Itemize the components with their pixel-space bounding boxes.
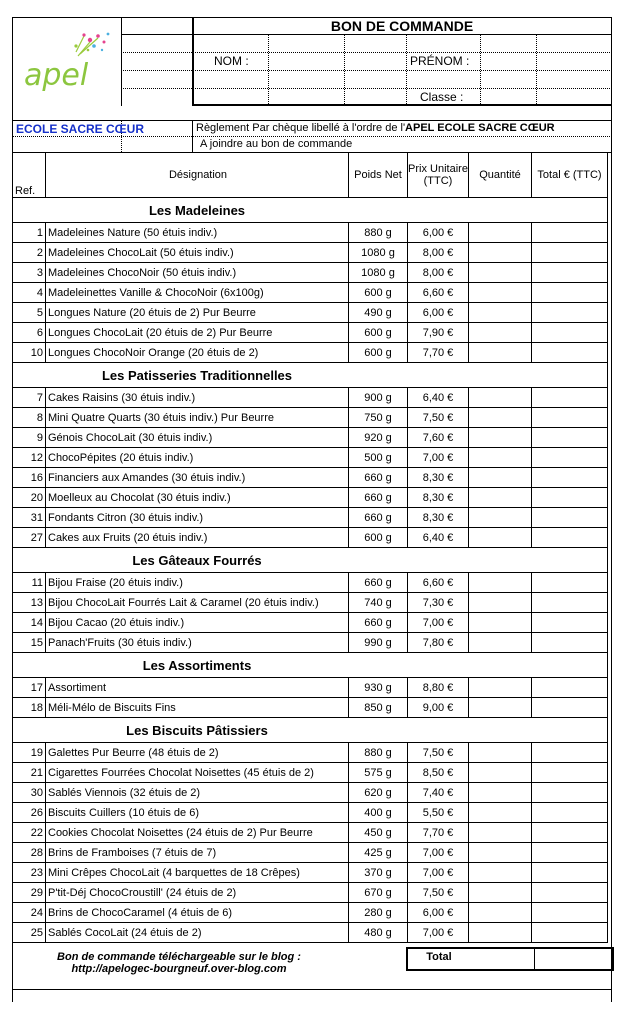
total-cell[interactable] xyxy=(532,428,608,448)
total-label: Total xyxy=(426,951,452,963)
item-poids: 670 g xyxy=(349,883,408,903)
item-poids: 1080 g xyxy=(349,243,408,263)
total-cell[interactable] xyxy=(532,573,608,593)
item-prix: 6,60 € xyxy=(408,573,469,593)
item-prix: 7,00 € xyxy=(408,448,469,468)
item-ref: 9 xyxy=(13,428,46,448)
blog-url[interactable]: http://apelogec-bourgneuf.over-blog.com xyxy=(71,963,287,975)
item-ref: 8 xyxy=(13,408,46,428)
item-ref: 22 xyxy=(13,823,46,843)
total-cell[interactable] xyxy=(532,388,608,408)
item-ref: 24 xyxy=(13,903,46,923)
payment-prefix: Règlement Par chèque libellé à l'ordre de l' xyxy=(196,122,406,134)
item-ref: 29 xyxy=(13,883,46,903)
quantity-cell[interactable] xyxy=(469,303,532,323)
item-poids: 600 g xyxy=(349,323,408,343)
item-poids: 450 g xyxy=(349,823,408,843)
item-prix: 7,80 € xyxy=(408,633,469,653)
total-cell[interactable] xyxy=(532,408,608,428)
item-prix: 7,70 € xyxy=(408,823,469,843)
total-cell[interactable] xyxy=(532,633,608,653)
item-designation: Longues ChocoLait (20 étuis de 2) Pur Beurre xyxy=(46,323,349,343)
table-row xyxy=(13,763,608,783)
item-designation: Madeleines ChocoNoir (50 étuis indiv.) xyxy=(46,263,349,283)
quantity-cell[interactable] xyxy=(469,428,532,448)
table-row xyxy=(13,633,608,653)
item-poids: 1080 g xyxy=(349,263,408,283)
item-poids: 660 g xyxy=(349,468,408,488)
blog-note-line1: Bon de commande téléchargeable sur le blog : xyxy=(57,951,301,963)
item-prix: 7,40 € xyxy=(408,783,469,803)
table-row xyxy=(13,573,608,593)
item-poids: 880 g xyxy=(349,223,408,243)
payment-recipient: APEL ECOLE SACRE CŒUR xyxy=(405,122,555,134)
total-cell[interactable] xyxy=(532,698,608,718)
item-prix: 7,70 € xyxy=(408,343,469,363)
item-poids: 750 g xyxy=(349,408,408,428)
item-prix: 6,00 € xyxy=(408,223,469,243)
quantity-cell[interactable] xyxy=(469,263,532,283)
quantity-cell[interactable] xyxy=(469,633,532,653)
section-title: Les Madeleines xyxy=(46,198,349,223)
item-designation: Cakes aux Fruits (20 étuis indiv.) xyxy=(46,528,349,548)
table-row xyxy=(13,263,608,283)
table-row xyxy=(13,448,608,468)
item-prix: 7,00 € xyxy=(408,843,469,863)
item-poids: 930 g xyxy=(349,678,408,698)
quantity-cell[interactable] xyxy=(469,408,532,428)
attach-note: A joindre au bon de commande xyxy=(200,138,353,150)
table-row xyxy=(13,528,608,548)
table-row xyxy=(13,388,608,408)
quantity-cell[interactable] xyxy=(469,593,532,613)
table-row xyxy=(13,303,608,323)
item-designation: Madeleinettes Vanille & ChocoNoir (6x100g) xyxy=(46,283,349,303)
item-prix: 8,30 € xyxy=(408,488,469,508)
item-ref: 27 xyxy=(13,528,46,548)
total-cell[interactable] xyxy=(532,843,608,863)
total-cell[interactable] xyxy=(532,593,608,613)
item-ref: 1 xyxy=(13,223,46,243)
item-designation: Fondants Citron (30 étuis indiv.) xyxy=(46,508,349,528)
quantity-cell[interactable] xyxy=(469,223,532,243)
item-designation: Madeleines Nature (50 étuis indiv.) xyxy=(46,223,349,243)
quantity-cell[interactable] xyxy=(469,448,532,468)
order-body xyxy=(13,198,608,943)
section-row xyxy=(13,363,608,388)
total-cell[interactable] xyxy=(532,323,608,343)
total-cell[interactable] xyxy=(532,303,608,323)
table-header-row xyxy=(13,153,608,198)
item-designation: ChocoPépites (20 étuis indiv.) xyxy=(46,448,349,468)
table-row xyxy=(13,823,608,843)
total-cell[interactable] xyxy=(532,528,608,548)
item-prix: 7,00 € xyxy=(408,863,469,883)
item-prix: 7,50 € xyxy=(408,743,469,763)
item-designation: Bijou Cacao (20 étuis indiv.) xyxy=(46,613,349,633)
item-designation: Mini Crêpes ChocoLait (4 barquettes de 18 Crêpes) xyxy=(46,863,349,883)
item-designation: Brins de Framboises (7 étuis de 7) xyxy=(46,843,349,863)
item-prix: 8,30 € xyxy=(408,468,469,488)
item-prix: 8,80 € xyxy=(408,678,469,698)
quantity-cell[interactable] xyxy=(469,803,532,823)
prenom-label: PRÉNOM : xyxy=(410,54,470,68)
section-row xyxy=(13,548,608,573)
item-poids: 880 g xyxy=(349,743,408,763)
table-row xyxy=(13,408,608,428)
item-poids: 575 g xyxy=(349,763,408,783)
total-cell[interactable] xyxy=(532,468,608,488)
item-poids: 920 g xyxy=(349,428,408,448)
item-prix: 7,30 € xyxy=(408,593,469,613)
table-row xyxy=(13,863,608,883)
item-designation: Méli-Mélo de Biscuits Fins xyxy=(46,698,349,718)
item-prix: 7,00 € xyxy=(408,923,469,943)
quantity-cell[interactable] xyxy=(469,903,532,923)
classe-label: Classe : xyxy=(420,90,464,104)
item-designation: Longues ChocoNoir Orange (20 étuis de 2) xyxy=(46,343,349,363)
section-row xyxy=(13,653,608,678)
item-designation: Assortiment xyxy=(46,678,349,698)
item-ref: 18 xyxy=(13,698,46,718)
logo-text: apel xyxy=(24,58,89,93)
quantity-cell[interactable] xyxy=(469,488,532,508)
item-poids: 425 g xyxy=(349,843,408,863)
item-poids: 600 g xyxy=(349,343,408,363)
item-ref: 13 xyxy=(13,593,46,613)
table-row xyxy=(13,223,608,243)
payment-instructions xyxy=(196,122,555,134)
table-row xyxy=(13,843,608,863)
col-poids: Poids Net xyxy=(349,153,408,198)
item-designation: Brins de ChocoCaramel (4 étuis de 6) xyxy=(46,903,349,923)
total-cell[interactable] xyxy=(532,263,608,283)
item-poids: 660 g xyxy=(349,613,408,633)
quantity-cell[interactable] xyxy=(469,823,532,843)
table-row xyxy=(13,593,608,613)
item-ref: 12 xyxy=(13,448,46,468)
item-prix: 6,00 € xyxy=(408,903,469,923)
item-ref: 6 xyxy=(13,323,46,343)
item-ref: 19 xyxy=(13,743,46,763)
item-ref: 3 xyxy=(13,263,46,283)
nom-label: NOM : xyxy=(214,54,249,68)
section-title: Les Assortiments xyxy=(46,653,349,678)
item-ref: 16 xyxy=(13,468,46,488)
apel-logo xyxy=(18,28,118,98)
item-poids: 620 g xyxy=(349,783,408,803)
quantity-cell[interactable] xyxy=(469,388,532,408)
item-poids: 600 g xyxy=(349,283,408,303)
total-cell[interactable] xyxy=(532,243,608,263)
item-prix: 6,40 € xyxy=(408,528,469,548)
quantity-cell[interactable] xyxy=(469,783,532,803)
item-designation: Panach'Fruits (30 étuis indiv.) xyxy=(46,633,349,653)
quantity-cell[interactable] xyxy=(469,743,532,763)
quantity-cell[interactable] xyxy=(469,763,532,783)
item-designation: Génois ChocoLait (30 étuis indiv.) xyxy=(46,428,349,448)
total-cell[interactable] xyxy=(532,613,608,633)
total-value[interactable] xyxy=(534,949,535,969)
col-total: Total € (TTC) xyxy=(532,153,608,198)
item-prix: 6,40 € xyxy=(408,388,469,408)
quantity-cell[interactable] xyxy=(469,883,532,903)
item-designation: Madeleines ChocoLait (50 étuis indiv.) xyxy=(46,243,349,263)
total-cell[interactable] xyxy=(532,903,608,923)
table-row xyxy=(13,468,608,488)
item-prix: 7,00 € xyxy=(408,613,469,633)
item-poids: 740 g xyxy=(349,593,408,613)
item-ref: 25 xyxy=(13,923,46,943)
total-cell[interactable] xyxy=(532,803,608,823)
item-poids: 400 g xyxy=(349,803,408,823)
item-prix: 8,50 € xyxy=(408,763,469,783)
section-row xyxy=(13,198,608,223)
item-designation: Bijou Fraise (20 étuis indiv.) xyxy=(46,573,349,593)
item-ref: 11 xyxy=(13,573,46,593)
item-ref: 28 xyxy=(13,843,46,863)
table-row xyxy=(13,613,608,633)
item-designation: Bijou ChocoLait Fourrés Lait & Caramel (20 étuis indiv.) xyxy=(46,593,349,613)
item-poids: 660 g xyxy=(349,573,408,593)
item-ref: 20 xyxy=(13,488,46,508)
item-ref: 31 xyxy=(13,508,46,528)
total-cell[interactable] xyxy=(532,223,608,243)
total-cell[interactable] xyxy=(532,783,608,803)
quantity-cell[interactable] xyxy=(469,923,532,943)
table-row xyxy=(13,698,608,718)
total-cell[interactable] xyxy=(532,508,608,528)
total-box xyxy=(406,947,614,971)
total-cell[interactable] xyxy=(532,763,608,783)
item-prix: 7,50 € xyxy=(408,883,469,903)
item-poids: 660 g xyxy=(349,508,408,528)
item-designation: Cookies Chocolat Noisettes (24 étuis de 2) Pur Beurre xyxy=(46,823,349,843)
table-row xyxy=(13,743,608,763)
page-title: BON DE COMMANDE xyxy=(330,18,474,34)
section-title: Les Patisseries Traditionnelles xyxy=(46,363,349,388)
table-row xyxy=(13,343,608,363)
item-ref: 7 xyxy=(13,388,46,408)
quantity-cell[interactable] xyxy=(469,698,532,718)
order-table xyxy=(12,152,608,943)
item-designation: Moelleux au Chocolat (30 étuis indiv.) xyxy=(46,488,349,508)
item-designation: P'tit-Déj ChocoCroustill' (24 étuis de 2) xyxy=(46,883,349,903)
item-designation: Cakes Raisins (30 étuis indiv.) xyxy=(46,388,349,408)
total-cell[interactable] xyxy=(532,923,608,943)
table-row xyxy=(13,428,608,448)
quantity-cell[interactable] xyxy=(469,283,532,303)
quantity-cell[interactable] xyxy=(469,243,532,263)
item-designation: Sablés CocoLait (24 étuis de 2) xyxy=(46,923,349,943)
item-designation: Galettes Pur Beurre (48 étuis de 2) xyxy=(46,743,349,763)
total-cell[interactable] xyxy=(532,883,608,903)
total-cell[interactable] xyxy=(532,283,608,303)
item-designation: Longues Nature (20 étuis de 2) Pur Beurre xyxy=(46,303,349,323)
col-designation: Désignation xyxy=(46,153,349,198)
item-prix: 7,50 € xyxy=(408,408,469,428)
item-prix: 8,00 € xyxy=(408,263,469,283)
item-ref: 26 xyxy=(13,803,46,823)
item-ref: 15 xyxy=(13,633,46,653)
school-name: ECOLE SACRE CŒUR xyxy=(16,122,145,136)
table-row xyxy=(13,883,608,903)
item-ref: 4 xyxy=(13,283,46,303)
item-ref: 5 xyxy=(13,303,46,323)
col-quantite: Quantité xyxy=(469,153,532,198)
quantity-cell[interactable] xyxy=(469,863,532,883)
item-poids: 990 g xyxy=(349,633,408,653)
item-ref: 10 xyxy=(13,343,46,363)
item-ref: 2 xyxy=(13,243,46,263)
item-prix: 8,00 € xyxy=(408,243,469,263)
total-cell[interactable] xyxy=(532,343,608,363)
table-row xyxy=(13,283,608,303)
item-poids: 600 g xyxy=(349,528,408,548)
quantity-cell[interactable] xyxy=(469,678,532,698)
quantity-cell[interactable] xyxy=(469,468,532,488)
item-designation: Biscuits Cuillers (10 étuis de 6) xyxy=(46,803,349,823)
item-prix: 9,00 € xyxy=(408,698,469,718)
quantity-cell[interactable] xyxy=(469,508,532,528)
item-prix: 6,00 € xyxy=(408,303,469,323)
item-prix: 7,90 € xyxy=(408,323,469,343)
item-poids: 370 g xyxy=(349,863,408,883)
table-row xyxy=(13,508,608,528)
item-designation: Sablés Viennois (32 étuis de 2) xyxy=(46,783,349,803)
quantity-cell[interactable] xyxy=(469,613,532,633)
item-ref: 23 xyxy=(13,863,46,883)
item-prix: 8,30 € xyxy=(408,508,469,528)
quantity-cell[interactable] xyxy=(469,573,532,593)
quantity-cell[interactable] xyxy=(469,323,532,343)
item-poids: 280 g xyxy=(349,903,408,923)
total-cell[interactable] xyxy=(532,863,608,883)
item-designation: Mini Quatre Quarts (30 étuis indiv.) Pur Beurre xyxy=(46,408,349,428)
item-poids: 900 g xyxy=(349,388,408,408)
section-title: Les Biscuits Pâtissiers xyxy=(46,718,349,743)
table-row xyxy=(13,323,608,343)
table-row xyxy=(13,243,608,263)
section-row xyxy=(13,718,608,743)
item-poids: 480 g xyxy=(349,923,408,943)
item-designation: Financiers aux Amandes (30 étuis indiv.) xyxy=(46,468,349,488)
item-ref: 21 xyxy=(13,763,46,783)
total-cell[interactable] xyxy=(532,488,608,508)
item-poids: 500 g xyxy=(349,448,408,468)
blog-note xyxy=(12,951,346,975)
item-poids: 660 g xyxy=(349,488,408,508)
table-row xyxy=(13,803,608,823)
item-ref: 30 xyxy=(13,783,46,803)
section-title: Les Gâteaux Fourrés xyxy=(46,548,349,573)
item-ref: 14 xyxy=(13,613,46,633)
item-prix: 7,60 € xyxy=(408,428,469,448)
total-cell[interactable] xyxy=(532,448,608,468)
quantity-cell[interactable] xyxy=(469,843,532,863)
total-cell[interactable] xyxy=(532,678,608,698)
col-prix: Prix Unitaire (TTC) xyxy=(408,153,469,198)
item-prix: 5,50 € xyxy=(408,803,469,823)
item-designation: Cigarettes Fourrées Chocolat Noisettes (45 étuis de 2) xyxy=(46,763,349,783)
item-poids: 490 g xyxy=(349,303,408,323)
total-cell[interactable] xyxy=(532,823,608,843)
table-row xyxy=(13,903,608,923)
col-ref: Ref. xyxy=(13,153,46,198)
item-ref: 17 xyxy=(13,678,46,698)
table-row xyxy=(13,783,608,803)
total-cell[interactable] xyxy=(532,743,608,763)
table-row xyxy=(13,678,608,698)
item-poids: 850 g xyxy=(349,698,408,718)
quantity-cell[interactable] xyxy=(469,528,532,548)
table-row xyxy=(13,923,608,943)
item-prix: 6,60 € xyxy=(408,283,469,303)
table-row xyxy=(13,488,608,508)
quantity-cell[interactable] xyxy=(469,343,532,363)
